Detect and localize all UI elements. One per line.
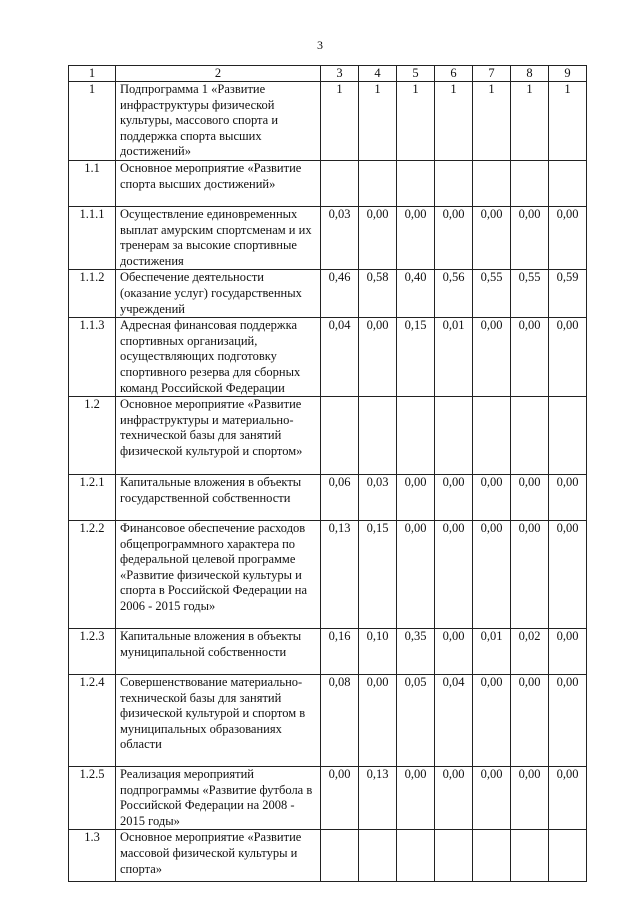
value-cell: 0,00	[435, 521, 473, 629]
value-cell: 0,00	[473, 318, 511, 397]
table-row	[69, 397, 587, 475]
value-cell: 0,55	[473, 270, 511, 318]
value-cell	[549, 160, 587, 206]
value-cell	[473, 160, 511, 206]
value-cell	[321, 830, 359, 882]
value-cell: 0,00	[359, 675, 397, 767]
value-cell: 0,00	[473, 675, 511, 767]
value-cell: 0,00	[549, 767, 587, 830]
row-name: Финансовое обеспечение расходов общепрограммного характера по федеральной целевой программе «Развитие физической культуры и спорта в Российской Федерации на 2006 - 2015 годы»	[116, 521, 321, 629]
value-cell: 0,00	[511, 675, 549, 767]
value-cell: 0,03	[359, 475, 397, 521]
row-number: 1.1.2	[69, 270, 116, 318]
value-cell: 0,03	[321, 206, 359, 269]
value-cell	[549, 397, 587, 475]
value-cell	[549, 830, 587, 882]
value-cell: 0,16	[321, 629, 359, 675]
value-cell: 0,00	[549, 521, 587, 629]
value-cell: 0,10	[359, 629, 397, 675]
header-cell: 9	[549, 66, 587, 82]
value-cell: 0,46	[321, 270, 359, 318]
table-row	[69, 830, 587, 882]
row-number: 1.2	[69, 397, 116, 475]
value-cell: 1	[473, 82, 511, 161]
value-cell: 1	[359, 82, 397, 161]
row-number: 1.3	[69, 830, 116, 882]
value-cell: 0,00	[435, 206, 473, 269]
value-cell: 1	[511, 82, 549, 161]
row-name: Обеспечение деятельности (оказание услуг) государственных учреждений	[116, 270, 321, 318]
row-name: Реализация мероприятий подпрограммы «Развитие футбола в Российской Федерации на 2008 - 2015 годы»	[116, 767, 321, 830]
header-cell: 3	[321, 66, 359, 82]
value-cell: 0,15	[397, 318, 435, 397]
value-cell: 0,00	[435, 767, 473, 830]
value-cell	[511, 160, 549, 206]
value-cell: 0,00	[549, 318, 587, 397]
table-body	[69, 82, 587, 882]
value-cell	[359, 830, 397, 882]
value-cell: 0,55	[511, 270, 549, 318]
row-name: Адресная финансовая поддержка спортивных организаций, осуществляющих подготовку спортивного резерва для сборных команд Российской Федерации	[116, 318, 321, 397]
value-cell: 0,01	[435, 318, 473, 397]
table-row	[69, 318, 587, 397]
page-number: 3	[317, 38, 323, 52]
header-cell: 7	[473, 66, 511, 82]
value-cell: 0,56	[435, 270, 473, 318]
value-cell: 0,02	[511, 629, 549, 675]
table-row	[69, 675, 587, 767]
row-number: 1.2.5	[69, 767, 116, 830]
value-cell: 0,00	[359, 206, 397, 269]
value-cell: 0,00	[321, 767, 359, 830]
table-header-row	[69, 66, 587, 82]
value-cell: 0,00	[473, 475, 511, 521]
value-cell: 0,58	[359, 270, 397, 318]
value-cell: 0,00	[549, 475, 587, 521]
value-cell: 1	[435, 82, 473, 161]
value-cell: 0,00	[511, 206, 549, 269]
table-row	[69, 160, 587, 206]
header-cell: 4	[359, 66, 397, 82]
value-cell: 0,00	[435, 475, 473, 521]
value-cell: 0,00	[511, 521, 549, 629]
row-number: 1.1	[69, 160, 116, 206]
value-cell: 0,00	[435, 629, 473, 675]
row-name: Основное мероприятие «Развитие инфраструктуры и материально-технической базы для занятий физической культурой и спортом»	[116, 397, 321, 475]
value-cell	[511, 830, 549, 882]
value-cell: 1	[321, 82, 359, 161]
value-cell: 0,00	[473, 206, 511, 269]
value-cell	[473, 830, 511, 882]
value-cell: 0,00	[549, 629, 587, 675]
value-cell: 0,35	[397, 629, 435, 675]
table-row	[69, 475, 587, 521]
header-cell: 1	[69, 66, 116, 82]
value-cell	[435, 397, 473, 475]
row-number: 1.1.3	[69, 318, 116, 397]
value-cell	[321, 160, 359, 206]
value-cell: 0,59	[549, 270, 587, 318]
table-row	[69, 206, 587, 269]
value-cell	[359, 397, 397, 475]
row-name: Основное мероприятие «Развитие спорта высших достижений»	[116, 160, 321, 206]
row-number: 1	[69, 82, 116, 161]
indicators-table	[68, 65, 587, 882]
value-cell: 0,00	[397, 475, 435, 521]
row-name: Капитальные вложения в объекты государственной собственности	[116, 475, 321, 521]
value-cell: 0,00	[397, 521, 435, 629]
row-name: Совершенствование материально-технической базы для занятий физической культурой и спортом в муниципальных образованиях области	[116, 675, 321, 767]
table-row	[69, 629, 587, 675]
value-cell: 1	[397, 82, 435, 161]
table-row	[69, 521, 587, 629]
value-cell	[321, 397, 359, 475]
value-cell: 0,04	[321, 318, 359, 397]
row-name: Подпрограмма 1 «Развитие инфраструктуры физической культуры, массового спорта и поддержка спорта высших достижений»	[116, 82, 321, 161]
value-cell	[511, 397, 549, 475]
value-cell: 0,00	[511, 475, 549, 521]
table-row	[69, 270, 587, 318]
value-cell	[397, 830, 435, 882]
value-cell: 0,00	[549, 675, 587, 767]
value-cell: 0,00	[473, 767, 511, 830]
row-number: 1.1.1	[69, 206, 116, 269]
value-cell: 0,00	[473, 521, 511, 629]
table-row	[69, 82, 587, 161]
value-cell: 0,00	[359, 318, 397, 397]
header-cell: 8	[511, 66, 549, 82]
value-cell	[435, 160, 473, 206]
value-cell: 0,08	[321, 675, 359, 767]
value-cell: 0,13	[359, 767, 397, 830]
value-cell: 0,00	[511, 318, 549, 397]
header-cell: 6	[435, 66, 473, 82]
value-cell: 0,00	[511, 767, 549, 830]
table-row	[69, 767, 587, 830]
value-cell: 0,40	[397, 270, 435, 318]
header-cell: 5	[397, 66, 435, 82]
value-cell: 0,01	[473, 629, 511, 675]
row-name: Капитальные вложения в объекты муниципальной собственности	[116, 629, 321, 675]
value-cell	[435, 830, 473, 882]
value-cell: 0,13	[321, 521, 359, 629]
row-name: Основное мероприятие «Развитие массовой физической культуры и спорта»	[116, 830, 321, 882]
value-cell: 0,00	[397, 206, 435, 269]
value-cell: 0,04	[435, 675, 473, 767]
row-number: 1.2.1	[69, 475, 116, 521]
value-cell	[473, 397, 511, 475]
value-cell: 0,15	[359, 521, 397, 629]
value-cell: 0,00	[397, 767, 435, 830]
value-cell: 0,05	[397, 675, 435, 767]
value-cell	[397, 160, 435, 206]
value-cell: 0,00	[549, 206, 587, 269]
row-name: Осуществление единовременных выплат амурским спортсменам и их тренерам за высокие спортивные достижения	[116, 206, 321, 269]
value-cell: 1	[549, 82, 587, 161]
header-cell: 2	[116, 66, 321, 82]
row-number: 1.2.3	[69, 629, 116, 675]
value-cell: 0,06	[321, 475, 359, 521]
row-number: 1.2.2	[69, 521, 116, 629]
value-cell	[397, 397, 435, 475]
row-number: 1.2.4	[69, 675, 116, 767]
value-cell	[359, 160, 397, 206]
